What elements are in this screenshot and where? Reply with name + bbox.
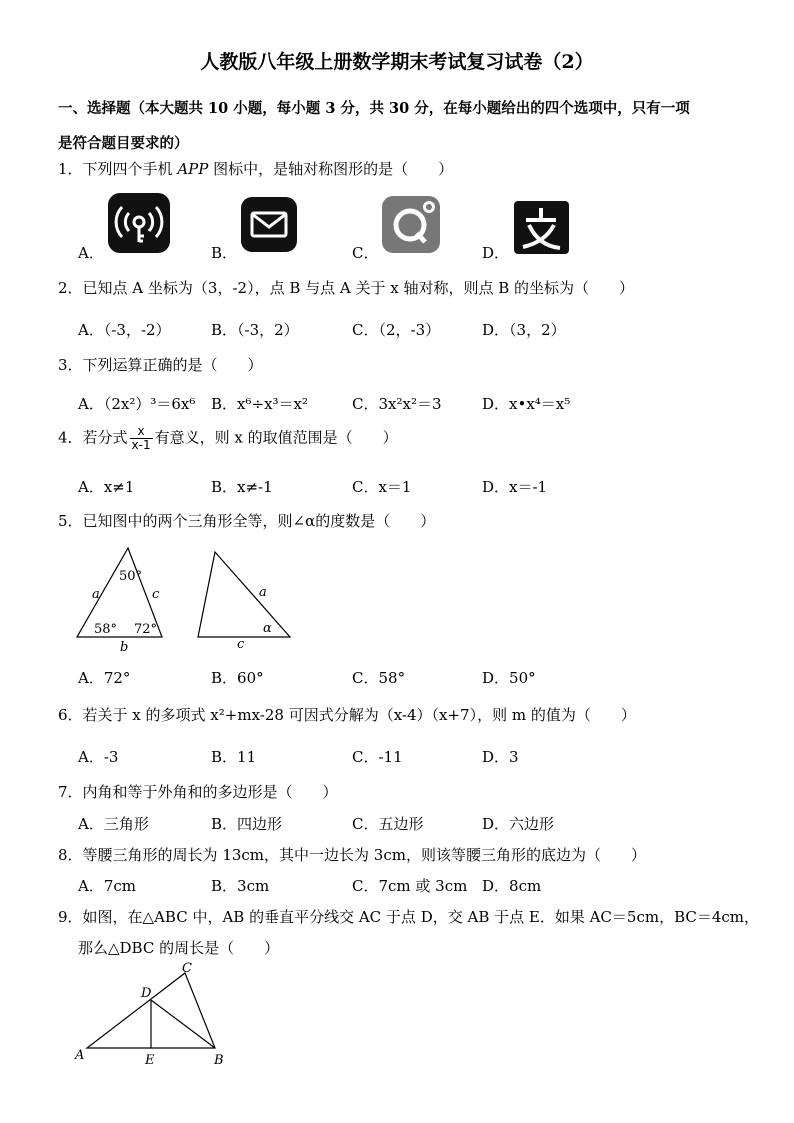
tri1-side-b: b: [120, 640, 129, 655]
question-1-stem: 1．下列四个手机 APP 图标中，是轴对称图形的是（ ）: [58, 160, 454, 178]
question-4-stem: 4．若分式 $\frac{x}{x-1}$ 有意义，则 x 的取值范围是（ ）: [58, 424, 398, 452]
fraction: $\frac{x}{x-1}$: [131, 424, 151, 452]
q2-option-a[interactable]: A．（-3，-2）: [78, 321, 171, 339]
label-c: C: [182, 961, 192, 976]
tri1-side-c: c: [152, 587, 160, 602]
question-7-stem: 7．内角和等于外角和的多边形是（ ）: [58, 783, 338, 801]
q6-option-c[interactable]: C．-11: [352, 748, 403, 766]
question-6-stem: 6．若关于 x 的多项式 x²+mx-28 可因式分解为（x-4）（x+7），则 m 的值为（ ）: [58, 706, 636, 724]
q4-option-a[interactable]: A．x≠1: [78, 478, 135, 496]
question-9-stem: 9．如图，在△ABC 中，AB 的垂直平分线交 AC 于点 D，交 AB 于点 E．如果 AC＝5cm，BC＝4cm，: [58, 908, 760, 926]
alipay-icon: [513, 200, 570, 255]
q4-option-d[interactable]: D．x＝-1: [482, 478, 548, 496]
q8-option-a[interactable]: A．7cm: [78, 877, 137, 895]
q2-option-b[interactable]: B．（-3，2）: [211, 321, 299, 339]
question-9-stem-cont: 那么△DBC 的周长是（ ）: [78, 939, 280, 957]
q1-option-a[interactable]: A．: [78, 244, 104, 262]
section-heading: 一、选择题（本大题共 10 小题，每小题 3 分，共 30 分，在每小题给出的四个选项中，只有一项: [58, 100, 690, 117]
question-8-stem: 8．等腰三角形的周长为 13cm，其中一边长为 3cm，则该等腰三角形的底边为（ ）: [58, 846, 646, 864]
triangles-figure: [70, 542, 310, 658]
q4-option-c[interactable]: C．x＝1: [352, 478, 412, 496]
q6-option-a[interactable]: A．-3: [78, 748, 119, 766]
search-q-icon: [381, 195, 441, 254]
q1-option-c[interactable]: C．: [352, 244, 379, 262]
q7-option-b[interactable]: B．四边形: [211, 815, 283, 833]
label-d: D: [141, 986, 152, 1001]
question-5-stem: 5．已知图中的两个三角形全等，则∠α的度数是（ ）: [58, 512, 436, 530]
q7-option-a[interactable]: A．三角形: [78, 815, 149, 833]
wifi-key-icon: [107, 192, 171, 254]
q3-option-d[interactable]: D．x•x⁴＝x⁵: [482, 395, 571, 413]
q7-option-d[interactable]: D．六边形: [482, 815, 555, 833]
q8-option-c[interactable]: C．7cm 或 3cm: [352, 877, 468, 895]
tri1-angle-left: 58°: [94, 622, 118, 637]
question-2-stem: 2．已知点 A 坐标为（3，-2），点 B 与点 A 关于 x 轴对称，则点 B 的坐标为（ ）: [58, 279, 635, 297]
q3-option-b[interactable]: B．x⁶÷x³＝x²: [211, 395, 309, 413]
q8-option-d[interactable]: D．8cm: [482, 877, 542, 895]
tri2-angle-alpha: α: [263, 621, 272, 636]
label-b: B: [214, 1053, 224, 1068]
triangle-abc-figure: [70, 960, 240, 1070]
section-heading-cont: 是符合题目要求的）: [58, 135, 189, 152]
page-title: 人教版八年级上册数学期末考试复习试卷（2）: [200, 51, 594, 73]
q1-option-b[interactable]: B．: [211, 244, 238, 262]
q5-option-d[interactable]: D．50°: [482, 669, 536, 687]
mail-icon: [240, 196, 298, 253]
q1-option-d[interactable]: D．: [482, 244, 510, 262]
tri1-side-a: a: [92, 587, 100, 602]
tri2-side-c: c: [237, 637, 245, 652]
label-e: E: [145, 1053, 155, 1068]
triangle-2: [198, 552, 290, 637]
tri2-side-a: a: [259, 585, 267, 600]
q4-option-b[interactable]: B．x≠-1: [211, 478, 273, 496]
q3-option-c[interactable]: C．3x²x²＝3: [352, 395, 442, 413]
question-3-stem: 3．下列运算正确的是（ ）: [58, 356, 263, 374]
q5-option-c[interactable]: C．58°: [352, 669, 406, 687]
tri1-angle-top: 50°: [119, 569, 143, 584]
tri1-angle-right: 72°: [134, 622, 158, 637]
q2-option-d[interactable]: D．（3，2）: [482, 321, 566, 339]
q8-option-b[interactable]: B．3cm: [211, 877, 270, 895]
q5-option-b[interactable]: B．60°: [211, 669, 264, 687]
q6-option-d[interactable]: D．3: [482, 748, 519, 766]
q2-option-c[interactable]: C．（2，-3）: [352, 321, 441, 339]
q5-option-a[interactable]: A．72°: [78, 669, 131, 687]
q7-option-c[interactable]: C．五边形: [352, 815, 424, 833]
label-a: A: [75, 1048, 85, 1063]
q3-option-a[interactable]: A．（2x²）³＝6x⁶: [78, 395, 196, 413]
q6-option-b[interactable]: B．11: [211, 748, 257, 766]
